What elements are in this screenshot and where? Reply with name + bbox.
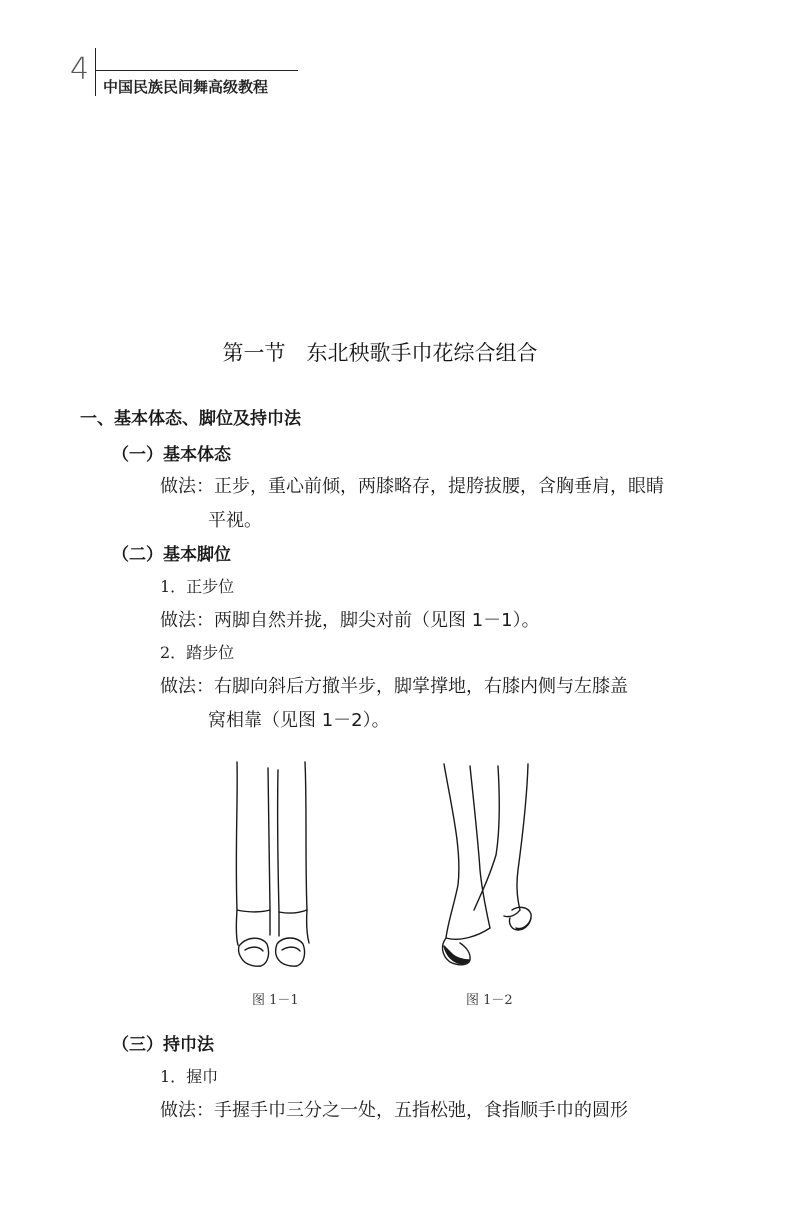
figure-1-1-parallel-position-illustration xyxy=(225,760,325,972)
subheading-foot-positions: （二）基本脚位 xyxy=(112,545,231,565)
item-parallel-position-title: 1．正步位 xyxy=(160,577,235,596)
figure-1-2-caption: 图 1－2 xyxy=(466,993,513,1008)
item-step-position-title: 2．踏步位 xyxy=(160,643,235,662)
posture-method-line2: 平视。 xyxy=(208,510,262,531)
page-number: 4 xyxy=(70,52,90,87)
subheading-holding-handkerchief: （三）持巾法 xyxy=(112,1035,214,1055)
parallel-position-method: 做法：两脚自然并拢，脚尖对前（见图 1－1）。 xyxy=(160,610,540,631)
header-vertical-rule xyxy=(95,48,96,96)
step-position-method-line1: 做法：右脚向斜后方撤半步，脚掌撑地，右膝内侧与左膝盖 xyxy=(160,676,628,697)
item-grip-handkerchief-title: 1．握巾 xyxy=(160,1067,219,1086)
posture-method-line1: 做法：正步，重心前倾，两膝略存，提胯拔腰，含胸垂肩，眼睛 xyxy=(160,476,664,497)
section-title: 第一节 东北秧歌手巾花综合组合 xyxy=(222,341,538,365)
figure-1-1-caption: 图 1－1 xyxy=(252,993,299,1008)
header-horizontal-rule xyxy=(95,70,298,71)
part-heading: 一、基本体态、脚位及持巾法 xyxy=(80,409,301,429)
step-position-method-line2: 窝相靠（见图 1－2）。 xyxy=(208,710,390,731)
subheading-basic-posture: （一）基本体态 xyxy=(112,445,231,465)
book-title: 中国民族民间舞高级教程 xyxy=(103,78,269,96)
grip-handkerchief-method: 做法：手握手巾三分之一处，五指松弛，食指顺手巾的圆形 xyxy=(160,1100,628,1121)
figure-1-2-step-position-illustration xyxy=(430,760,550,972)
